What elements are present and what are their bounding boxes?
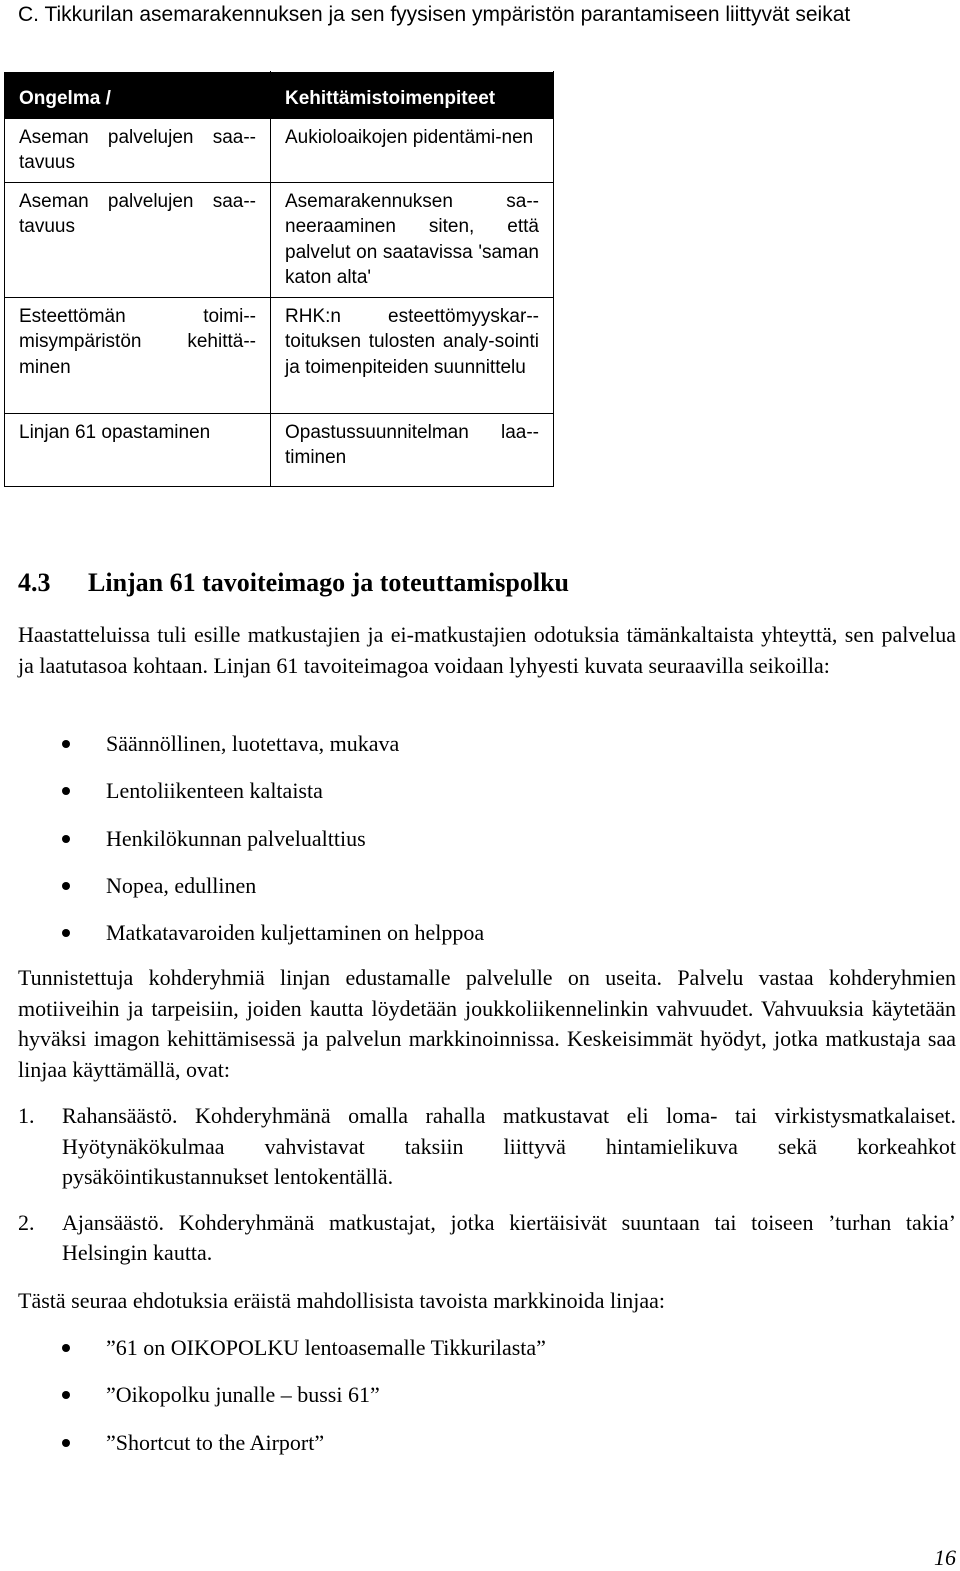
table-row	[5, 182, 554, 297]
list-item: ”Oikopolku junalle – bussi 61”	[0, 1382, 546, 1429]
list-number: 2.	[18, 1209, 35, 1235]
measures-table	[4, 71, 554, 487]
list-item: ”61 on OIKOPOLKU lentoasemalle Tikkurilasta”	[0, 1335, 546, 1382]
bullet-list-image-goals	[0, 731, 484, 967]
table-row	[5, 413, 554, 486]
table-row	[5, 118, 554, 182]
list-item: Henkilökunnan palvelualttius	[0, 826, 484, 873]
table-row	[5, 297, 554, 413]
list-item: Nopea, edullinen	[0, 873, 484, 920]
section-heading	[18, 568, 569, 598]
list-item: Säännöllinen, luotettava, mukava	[0, 731, 484, 778]
table-cell-problem: Aseman palvelujen saa-tavuus	[5, 182, 271, 297]
table-cell-action: RHK:n esteettömyyskar-toituksen tulosten analy-sointi ja toimenpiteiden suunnittelu	[271, 297, 554, 413]
list-item: Matkatavaroiden kuljettaminen on helppoa	[0, 920, 484, 967]
bullet-icon	[62, 1391, 70, 1399]
list-item: ”Shortcut to the Airport”	[0, 1430, 546, 1477]
table-cell-action: Aukioloaikojen pidentämi-nen	[271, 118, 554, 182]
paragraph-intro: Haastatteluissa tuli esille matkustajien ja ei-matkustajien odotuksia tämänkaltaista yhteyttä, sen palvelua ja laatutasoa kohtaan. Linjan 61 tavoiteimagoa voidaan lyhyesti kuvata seuraavilla seikoilla:	[18, 622, 956, 678]
page-number: 16	[934, 1545, 956, 1570]
table-cell-action: Asemarakennuksen sa-neeraaminen siten, että palvelut on saatavissa 'saman katon alta'	[271, 182, 554, 297]
bullet-icon	[62, 740, 70, 748]
paragraph-target-groups: Tunnistettuja kohderyhmiä linjan edustamalle palvelulle on useita. Palvelu vastaa kohderyhmien motiiveihin ja tarpeisiin, joiden kautta löydetään joukkoliikennelinkin vahvuudet. Vahvuuksia käytetään hyväksi imagon kehittämisessä ja palvelun markkinoinnissa. Keskeisimmät hyödyt, jotka matkustaja saa linjaa käyttämällä, ovat:	[18, 965, 956, 1082]
bullet-icon	[62, 835, 70, 843]
table-cell-action: Opastussuunnitelman laa-timinen	[271, 413, 554, 486]
table-cell-problem: Linjan 61 opastaminen	[5, 413, 271, 486]
bullet-icon	[62, 1344, 70, 1352]
section-title: Linjan 61 tavoiteimago ja toteuttamispolku	[88, 568, 569, 597]
section-number: 4.3	[18, 568, 51, 597]
bullet-icon	[62, 787, 70, 795]
bullet-icon	[62, 929, 70, 937]
list-number: 1.	[18, 1103, 35, 1128]
table-header-actions: Kehittämistoimenpiteet	[271, 72, 554, 119]
paragraph-marketing: Tästä seuraa ehdotuksia eräistä mahdollisista tavoista markkinoida linjaa:	[18, 1288, 665, 1313]
list-item: Lentoliikenteen kaltaista	[0, 778, 484, 825]
bullet-list-slogans	[0, 1335, 546, 1477]
list-item: 2. Ajansäästö. Kohderyhmänä matkustajat, jotka kiertäisivät suuntaan tai toiseen ’turhan takia’ Helsingin kautta.	[18, 1209, 956, 1265]
numbered-list-benefits	[18, 1101, 956, 1269]
list-item: 1. Rahansäästö. Kohderyhmänä omalla rahalla matkustavat eli loma- tai virkistysmatkalaiset. Hyötynäkökulmaa vahvistavat taksiin liittyvä hintamielikuva sekä korkeahkot pysäköintikustannukset lentokentällä.	[18, 1103, 956, 1189]
table-header-problem: Ongelma /	[5, 72, 271, 119]
table-cell-problem: Esteettömän toimi-misympäristön kehittä-minen	[5, 297, 271, 413]
appendix-heading: C. Tikkurilan asemarakennuksen ja sen fyysisen ympäristön parantamiseen liittyvät seikat	[18, 3, 851, 26]
table-cell-problem: Aseman palvelujen saa-tavuus	[5, 118, 271, 182]
bullet-icon	[62, 1439, 70, 1447]
bullet-icon	[62, 882, 70, 890]
